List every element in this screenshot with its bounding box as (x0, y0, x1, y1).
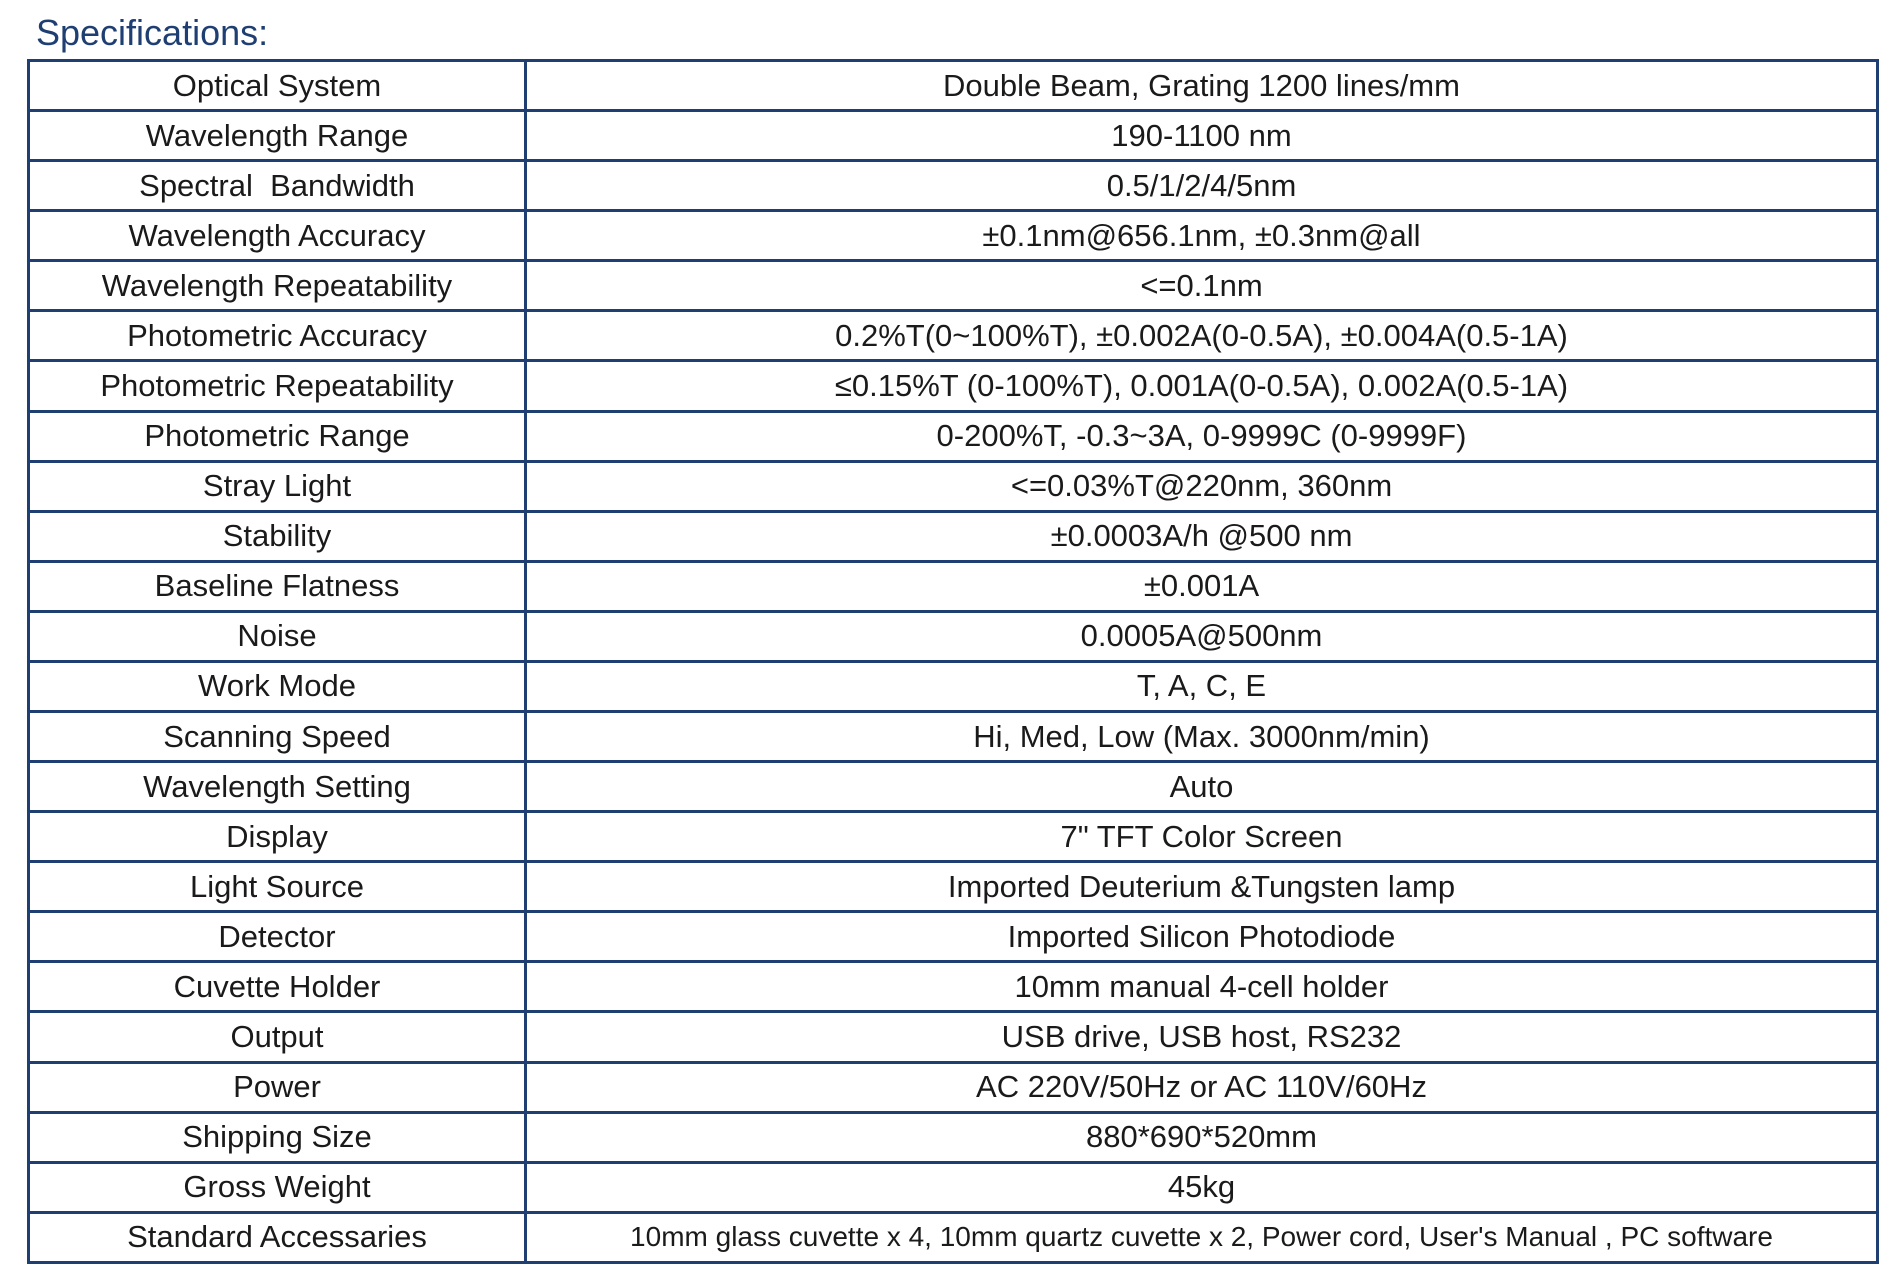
spec-label: Detector (29, 912, 526, 962)
spec-value: AC 220V/50Hz or AC 110V/60Hz (526, 1062, 1878, 1112)
table-row (29, 712, 1878, 762)
spec-value: 45kg (526, 1162, 1878, 1212)
spec-label: Wavelength Range (29, 111, 526, 161)
table-row (29, 211, 1878, 261)
spec-value: ±0.001A (526, 561, 1878, 611)
spec-value: 10mm glass cuvette x 4, 10mm quartz cuvette x 2, Power cord, User's Manual , PC software (526, 1212, 1878, 1262)
spec-value: ≤0.15%T (0-100%T), 0.001A(0-0.5A), 0.002A(0.5-1A) (526, 361, 1878, 411)
spec-value: Auto (526, 762, 1878, 812)
spec-label: Work Mode (29, 661, 526, 711)
spec-value: 0.5/1/2/4/5nm (526, 161, 1878, 211)
page-title: Specifications: (36, 12, 269, 53)
table-row (29, 511, 1878, 561)
spec-value: 7" TFT Color Screen (526, 812, 1878, 862)
spec-label: Noise (29, 611, 526, 661)
table-row (29, 111, 1878, 161)
table-row (29, 812, 1878, 862)
spec-label: Light Source (29, 862, 526, 912)
spec-label: Cuvette Holder (29, 962, 526, 1012)
spec-label: Gross Weight (29, 1162, 526, 1212)
spec-label: Photometric Repeatability (29, 361, 526, 411)
table-row (29, 762, 1878, 812)
spec-value: Imported Deuterium &Tungsten lamp (526, 862, 1878, 912)
spec-value: Hi, Med, Low (Max. 3000nm/min) (526, 712, 1878, 762)
spec-label: Shipping Size (29, 1112, 526, 1162)
spec-label: Spectral Bandwidth (29, 161, 526, 211)
table-row (29, 661, 1878, 711)
table-row (29, 261, 1878, 311)
table-row (29, 862, 1878, 912)
spec-label: Stability (29, 511, 526, 561)
spec-label: Output (29, 1012, 526, 1062)
table-row (29, 962, 1878, 1012)
spec-label: Display (29, 812, 526, 862)
spec-label: Scanning Speed (29, 712, 526, 762)
specifications-table (27, 59, 1879, 1264)
spec-label: Wavelength Repeatability (29, 261, 526, 311)
table-row (29, 1162, 1878, 1212)
table-row (29, 461, 1878, 511)
spec-label: Standard Accessaries (29, 1212, 526, 1262)
spec-label: Baseline Flatness (29, 561, 526, 611)
table-row (29, 1062, 1878, 1112)
spec-value: Imported Silicon Photodiode (526, 912, 1878, 962)
spec-value: ±0.0003A/h @500 nm (526, 511, 1878, 561)
spec-value: 10mm manual 4-cell holder (526, 962, 1878, 1012)
table-row (29, 912, 1878, 962)
spec-label: Wavelength Setting (29, 762, 526, 812)
spec-value: Double Beam, Grating 1200 lines/mm (526, 61, 1878, 111)
spec-value: T, A, C, E (526, 661, 1878, 711)
table-row (29, 161, 1878, 211)
spec-value: 880*690*520mm (526, 1112, 1878, 1162)
spec-label: Photometric Range (29, 411, 526, 461)
table-row (29, 61, 1878, 111)
spec-label: Optical System (29, 61, 526, 111)
spec-value: 190-1100 nm (526, 111, 1878, 161)
table-row (29, 561, 1878, 611)
spec-value: <=0.03%T@220nm, 360nm (526, 461, 1878, 511)
spec-value: ±0.1nm@656.1nm, ±0.3nm@all (526, 211, 1878, 261)
spec-value: 0.0005A@500nm (526, 611, 1878, 661)
spec-label: Photometric Accuracy (29, 311, 526, 361)
table-row (29, 411, 1878, 461)
spec-label: Wavelength Accuracy (29, 211, 526, 261)
table-row (29, 1212, 1878, 1262)
table-row (29, 1012, 1878, 1062)
table-row (29, 611, 1878, 661)
spec-label: Stray Light (29, 461, 526, 511)
spec-value: 0-200%T, -0.3~3A, 0-9999C (0-9999F) (526, 411, 1878, 461)
spec-value: USB drive, USB host, RS232 (526, 1012, 1878, 1062)
table-row (29, 311, 1878, 361)
spec-label: Power (29, 1062, 526, 1112)
spec-value: <=0.1nm (526, 261, 1878, 311)
table-row (29, 1112, 1878, 1162)
spec-value: 0.2%T(0~100%T), ±0.002A(0-0.5A), ±0.004A(0.5-1A) (526, 311, 1878, 361)
table-row (29, 361, 1878, 411)
